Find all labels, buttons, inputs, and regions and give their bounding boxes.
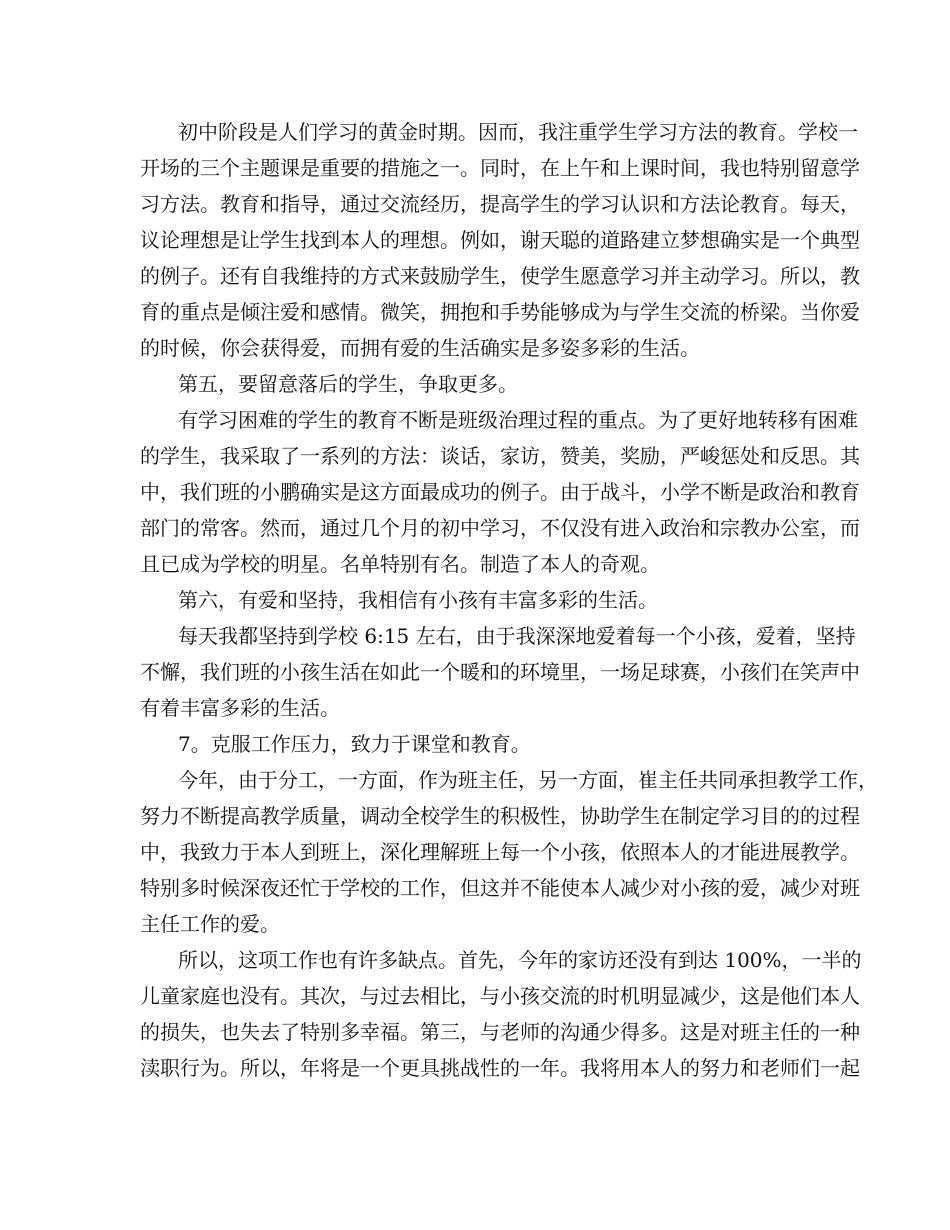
text-line: 不懈，我们班的小孩生活在如此一个暖和的环境里，一场足球赛，小孩们在笑声中: [140, 660, 860, 684]
text-line: 主任工作的爱。: [140, 912, 280, 936]
text-line: 初中阶段是人们学习的黄金时期。因而，我注重学生学习方法的教育。学校一: [178, 120, 858, 144]
text-line: 部门的常客。然而，通过几个月的初中学习，不仅没有进入政治和宗教办公室，而: [140, 516, 860, 540]
text-line: 中，我们班的小鹏确实是这方面最成功的例子。由于战斗，小学不断是政治和教育: [140, 480, 860, 504]
text-line: 儿童家庭也没有。其次，与过去相比，与小孩交流的时机明显减少，这是他们本人: [140, 984, 860, 1008]
text-line: 所以，这项工作也有许多缺点。首先，今年的家访还没有到达 100%，一半的: [178, 948, 862, 972]
text-line: 今年，由于分工，一方面，作为班主任，另一方面，崔主任共同承担教学工作，: [178, 768, 878, 792]
text-line: 的时候，你会获得爱，而拥有爱的生活确实是多姿多彩的生活。: [140, 336, 700, 360]
text-line: 努力不断提高教学质量，调动全校学生的积极性，协助学生在制定学习目的的过程: [140, 804, 860, 828]
text-line: 的例子。还有自我维持的方式来鼓励学生，使学生愿意学习并主动学习。所以，教: [140, 264, 860, 288]
text-line: 有学习困难的学生的教育不断是班级治理过程的重点。为了更好地转移有困难: [178, 408, 858, 432]
text-line: 议论理想是让学生找到本人的理想。例如，谢天聪的道路建立梦想确实是一个典型: [140, 228, 860, 252]
text-line: 开场的三个主题课是重要的措施之一。同时，在上午和上课时间，我也特别留意学: [140, 156, 860, 180]
text-line: 第六，有爱和坚持，我相信有小孩有丰富多彩的生活。: [178, 588, 658, 612]
text-line: 第五，要留意落后的学生，争取更多。: [178, 372, 518, 396]
text-line: 的学生，我采取了一系列的方法：谈话，家访，赞美，奖励，严峻惩处和反思。其: [140, 444, 860, 468]
text-line: 有着丰富多彩的生活。: [140, 696, 340, 720]
text-line: 且已成为学校的明星。名单特别有名。制造了本人的奇观。: [140, 552, 660, 576]
text-line: 中，我致力于本人到班上，深化理解班上每一个小孩，依照本人的才能进展教学。: [140, 840, 860, 864]
text-line: 特别多时候深夜还忙于学校的工作，但这并不能使本人减少对小孩的爱，减少对班: [140, 876, 860, 900]
text-line: 7。克服工作压力，致力于课堂和教育。: [178, 732, 531, 756]
text-line: 习方法。教育和指导，通过交流经历，提高学生的学习认识和方法论教育。每天，: [140, 192, 860, 216]
text-line: 育的重点是倾注爱和感情。微笑，拥抱和手势能够成为与学生交流的桥梁。当你爱: [140, 300, 860, 324]
text-line: 的损失，也失去了特别多幸福。第三，与老师的沟通少得多。这是对班主任的一种: [140, 1020, 860, 1044]
text-line: 渎职行为。所以，年将是一个更具挑战性的一年。我将用本人的努力和老师们一起: [140, 1056, 860, 1080]
text-line: 每天我都坚持到学校 6:15 左右，由于我深深地爱着每一个小孩，爱着，坚持: [178, 624, 856, 648]
